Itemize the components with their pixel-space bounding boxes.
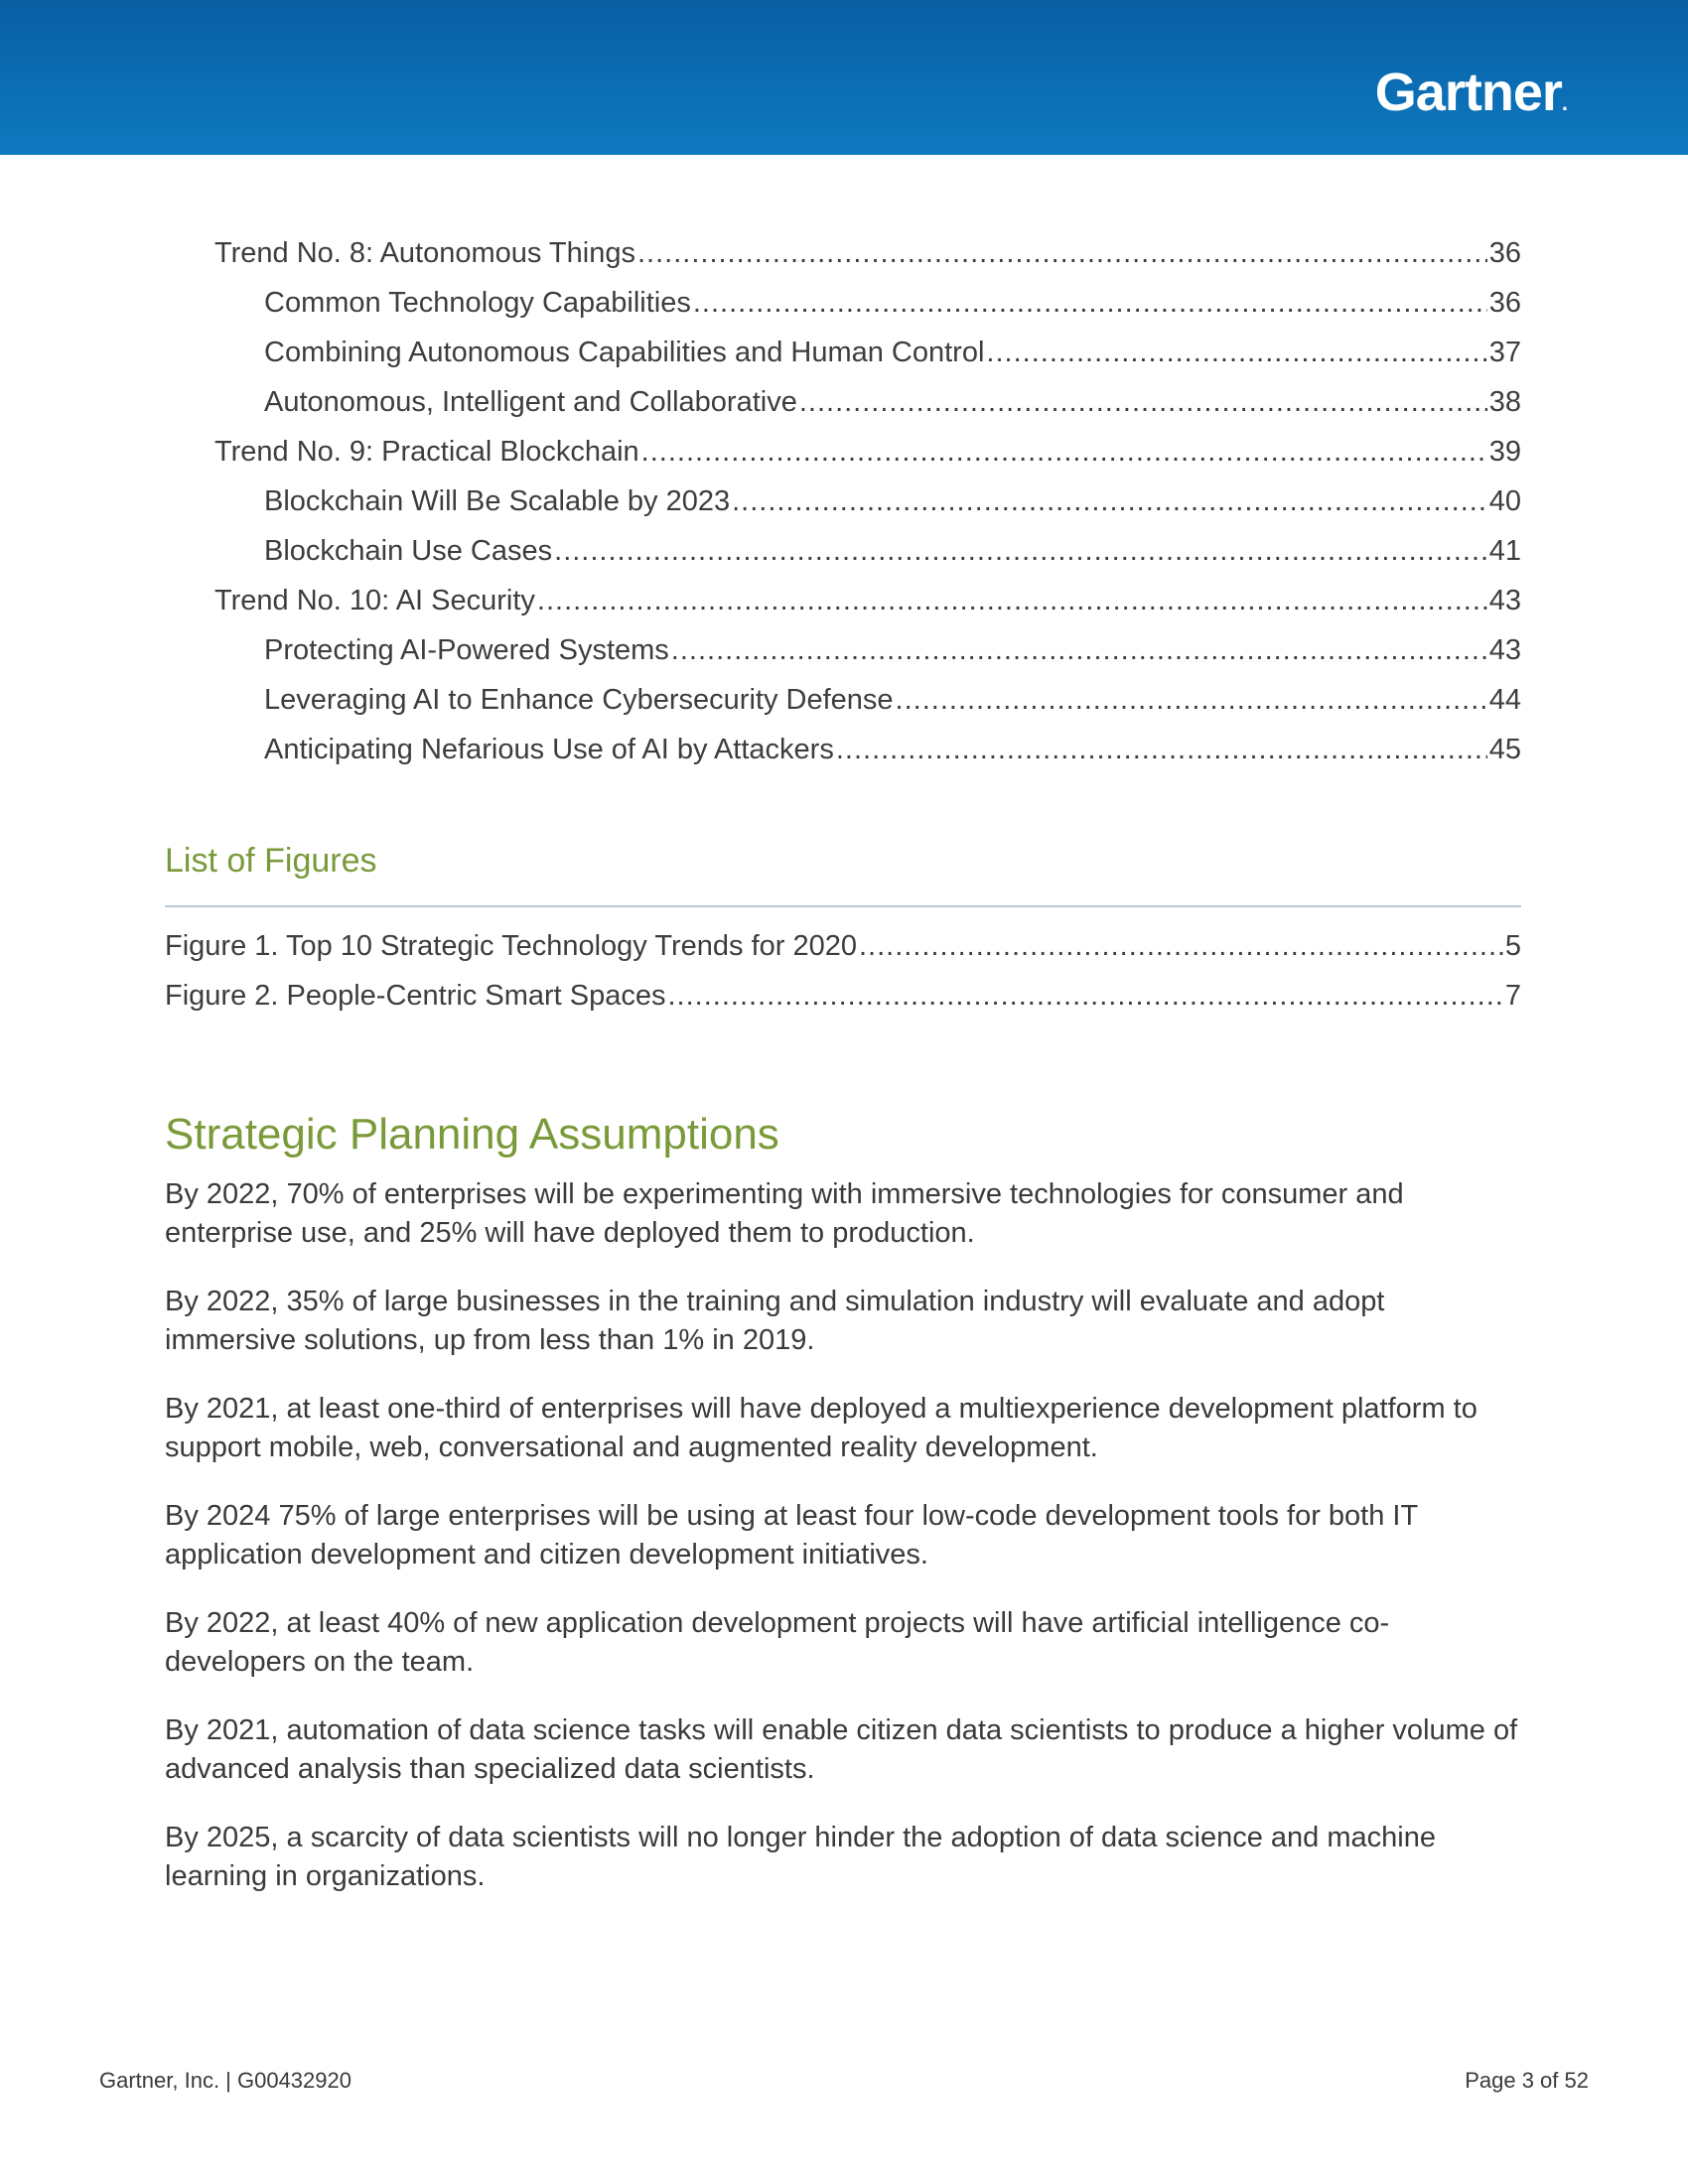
gartner-logo: Gartner. [1374, 63, 1567, 122]
planning-assumption: By 2022, 70% of enterprises will be experimenting with immersive technologies for consumer and enterprise use, and 25% will have deployed them to production. [165, 1178, 1404, 1249]
toc-entry-title: Anticipating Nefarious Use of AI by Attackers [264, 734, 834, 765]
toc-entry-page: 38 [1488, 386, 1521, 418]
footer-doc-id: Gartner, Inc. | G00432920 [99, 2068, 352, 2093]
strategic-planning-heading: Strategic Planning Assumptions [165, 1110, 779, 1159]
toc-entry-page: 7 [1504, 980, 1521, 1012]
toc-leader-dots [554, 526, 1487, 576]
planning-assumption: By 2022, at least 40% of new application development projects will have artificial intelligence co-developers on the team. [165, 1607, 1390, 1678]
toc-leader-dots [693, 278, 1487, 328]
strategic-planning-list [165, 1175, 1521, 1926]
header-band [0, 0, 1688, 155]
footer-page-number: Page 3 of 52 [1465, 2068, 1589, 2093]
toc-leader-dots [799, 377, 1487, 427]
toc-entry-title: Combining Autonomous Capabilities and Human Control [264, 337, 985, 368]
toc-entry-title: Common Technology Capabilities [264, 287, 691, 319]
toc-leader-dots [986, 328, 1486, 377]
toc-leader-dots [671, 625, 1487, 675]
toc-entry-page: 43 [1488, 585, 1521, 616]
toc-entry-page: 45 [1488, 734, 1521, 765]
toc-entry-title: Trend No. 10: AI Security [214, 585, 535, 616]
toc-entry-title: Autonomous, Intelligent and Collaborative [264, 386, 797, 418]
section-divider [165, 905, 1521, 907]
toc-entry[interactable] [165, 228, 1521, 278]
table-of-contents [165, 228, 1521, 774]
toc-leader-dots [896, 675, 1487, 725]
toc-entry-page: 5 [1504, 930, 1521, 962]
list-of-figures-heading: List of Figures [165, 842, 377, 880]
toc-entry[interactable] [165, 477, 1521, 526]
toc-entry-page: 36 [1488, 237, 1521, 269]
toc-leader-dots [836, 725, 1487, 774]
toc-entry[interactable] [165, 725, 1521, 774]
toc-entry[interactable] [165, 328, 1521, 377]
toc-entry[interactable] [165, 427, 1521, 477]
toc-entry[interactable] [165, 675, 1521, 725]
toc-leader-dots [637, 228, 1487, 278]
toc-entry-title: Leveraging AI to Enhance Cybersecurity Defense [264, 684, 894, 716]
planning-assumption: By 2024 75% of large enterprises will be using at least four low-code development tools for both IT application development and citizen development initiatives. [165, 1500, 1418, 1570]
toc-entry[interactable] [165, 278, 1521, 328]
toc-leader-dots [859, 921, 1503, 971]
toc-entry-page: 40 [1488, 485, 1521, 517]
toc-entry-title: Figure 1. Top 10 Strategic Technology Trends for 2020 [165, 930, 857, 962]
toc-entry-title: Figure 2. People-Centric Smart Spaces [165, 980, 666, 1012]
planning-assumption: By 2025, a scarcity of data scientists will no longer hinder the adoption of data science and machine learning in organizations. [165, 1822, 1436, 1892]
toc-entry-page: 37 [1488, 337, 1521, 368]
planning-assumption: By 2021, at least one-third of enterprises will have deployed a multiexperience development platform to support mobile, web, conversational and augmented reality development. [165, 1393, 1477, 1463]
planning-assumption: By 2021, automation of data science tasks will enable citizen data scientists to produce a higher volume of advanced analysis than specialized data scientists. [165, 1714, 1518, 1785]
list-of-figures [165, 921, 1521, 1021]
planning-assumption: By 2022, 35% of large businesses in the training and simulation industry will evaluate and adopt immersive solutions, up from less than 1% in 2019. [165, 1286, 1385, 1356]
toc-entry-page: 43 [1488, 634, 1521, 666]
toc-entry[interactable] [165, 921, 1521, 971]
toc-entry-page: 44 [1488, 684, 1521, 716]
toc-entry-title: Blockchain Will Be Scalable by 2023 [264, 485, 731, 517]
toc-entry-title: Protecting AI-Powered Systems [264, 634, 669, 666]
toc-entry-title: Trend No. 9: Practical Blockchain [214, 436, 639, 468]
toc-entry-page: 39 [1488, 436, 1521, 468]
toc-entry-title: Blockchain Use Cases [264, 535, 553, 567]
toc-leader-dots [668, 971, 1503, 1021]
toc-entry[interactable] [165, 576, 1521, 625]
toc-entry[interactable] [165, 377, 1521, 427]
toc-entry-title: Trend No. 8: Autonomous Things [214, 237, 635, 269]
toc-leader-dots [537, 576, 1487, 625]
toc-entry-page: 36 [1488, 287, 1521, 319]
toc-entry[interactable] [165, 625, 1521, 675]
toc-entry-page: 41 [1488, 535, 1521, 567]
toc-leader-dots [732, 477, 1487, 526]
toc-entry[interactable] [165, 971, 1521, 1021]
toc-leader-dots [641, 427, 1487, 477]
toc-entry[interactable] [165, 526, 1521, 576]
